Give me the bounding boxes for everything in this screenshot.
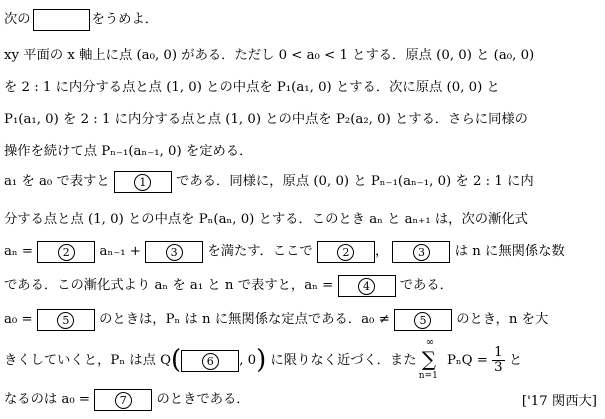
text-line-10 bbox=[4, 308, 548, 331]
blank-number: 7 bbox=[115, 392, 132, 409]
answer-box-5[interactable] bbox=[37, 309, 95, 331]
source-citation: ['17 関西大] bbox=[521, 394, 597, 409]
line11-text-b: , 0 bbox=[239, 353, 257, 368]
blank-number: 2 bbox=[58, 244, 75, 261]
blank-number: 4 bbox=[358, 278, 375, 295]
summation-symbol bbox=[418, 336, 443, 381]
line10-text-b: のときは，Pₙ は n に無関係な定点である．a₀ ≠ bbox=[99, 312, 390, 327]
text-line-11 bbox=[4, 336, 523, 381]
blank-number: 1 bbox=[134, 174, 151, 191]
line9-text-a: である．この漸化式より aₙ を a₁ と n で表すと，aₙ = bbox=[4, 278, 334, 293]
line11-text-e: と bbox=[508, 353, 523, 368]
line8-text-a: aₙ = bbox=[4, 244, 34, 259]
line11-text-a: きくしていくと，Pₙ は点 Q bbox=[4, 353, 172, 368]
intro-pre: 次の bbox=[4, 12, 31, 27]
line11-text-d: PₙQ = bbox=[446, 353, 488, 368]
text-line-12 bbox=[4, 388, 250, 411]
answer-box-2-ref[interactable] bbox=[317, 241, 375, 263]
empty-answer-box[interactable] bbox=[33, 9, 90, 31]
line6-text-b: である．同様に，原点 (0, 0) と Pₙ₋₁(aₙ₋₁, 0) を 2 : 1 に内 bbox=[176, 174, 534, 189]
left-paren: ( bbox=[171, 345, 182, 375]
line6-text-a: a₁ を a₀ で表すと bbox=[4, 174, 110, 189]
blank-number: 3 bbox=[166, 244, 183, 261]
answer-box-2[interactable] bbox=[37, 241, 95, 263]
blank-number: 6 bbox=[202, 353, 219, 370]
line10-text-c: のとき，n を大 bbox=[456, 312, 549, 327]
answer-box-1[interactable] bbox=[114, 171, 172, 193]
text-line-8 bbox=[4, 240, 565, 263]
answer-box-5-ref[interactable] bbox=[394, 309, 452, 331]
blank-number: 5 bbox=[57, 312, 74, 329]
intro-line bbox=[4, 8, 158, 31]
answer-box-6[interactable] bbox=[181, 350, 239, 372]
text-line-7: 分する点と点 (1, 0) との中点を Pₙ(aₙ, 0) とする．このとき aₙ と aₙ₊₁ は，次の漸化式 bbox=[4, 212, 528, 227]
text-line-2: xy 平面の x 軸上に点 (a₀, 0) がある．ただし 0 < a₀ < 1 とする．原点 (0, 0) と (a₀, 0) bbox=[4, 48, 535, 63]
fraction bbox=[492, 346, 504, 375]
line12-text-a: なるのは a₀ = bbox=[4, 392, 91, 407]
fraction-numerator: 1 bbox=[494, 345, 503, 360]
text-line-6 bbox=[4, 170, 534, 193]
text-line-9 bbox=[4, 274, 453, 297]
line9-text-b: である． bbox=[399, 278, 453, 293]
line8-text-e: は n に無関係な数 bbox=[454, 244, 565, 259]
line8-text-b: aₙ₋₁ + bbox=[99, 244, 141, 259]
right-paren: ) bbox=[256, 345, 267, 375]
answer-box-4[interactable] bbox=[338, 275, 396, 297]
line8-text-d: ， bbox=[374, 244, 389, 259]
text-line-4: P₁(a₁, 0) を 2 : 1 に内分する点と点 (1, 0) との中点を P₂(a₂, 0) とする．さらに同様の bbox=[4, 112, 528, 127]
intro-post: をうめよ． bbox=[91, 12, 159, 27]
blank-number: 3 bbox=[413, 244, 430, 261]
text-line-3: を 2 : 1 に内分する点と点 (1, 0) との中点を P₁(a₁, 0) とする．次に原点 (0, 0) と bbox=[4, 80, 500, 95]
sum-sign: ∑ bbox=[421, 346, 437, 371]
answer-box-3[interactable] bbox=[145, 241, 203, 263]
text-line-5: 操作を続けて点 Pₙ₋₁(aₙ₋₁, 0) を定める． bbox=[4, 144, 253, 159]
line10-text-a: a₀ = bbox=[4, 312, 33, 327]
line8-text-c: を満たす．ここで bbox=[207, 244, 313, 259]
blank-number: 5 bbox=[414, 312, 431, 329]
blank-number: 2 bbox=[337, 244, 354, 261]
fraction-denominator: 3 bbox=[494, 360, 503, 375]
line12-text-b: のときである． bbox=[156, 392, 250, 407]
line11-text-c: に限りなく近づく．また bbox=[270, 353, 417, 368]
answer-box-3-ref[interactable] bbox=[392, 241, 450, 263]
sum-upper-limit: ∞ bbox=[425, 336, 435, 348]
sum-lower-limit: n=1 bbox=[418, 370, 438, 381]
answer-box-7[interactable] bbox=[94, 389, 152, 411]
